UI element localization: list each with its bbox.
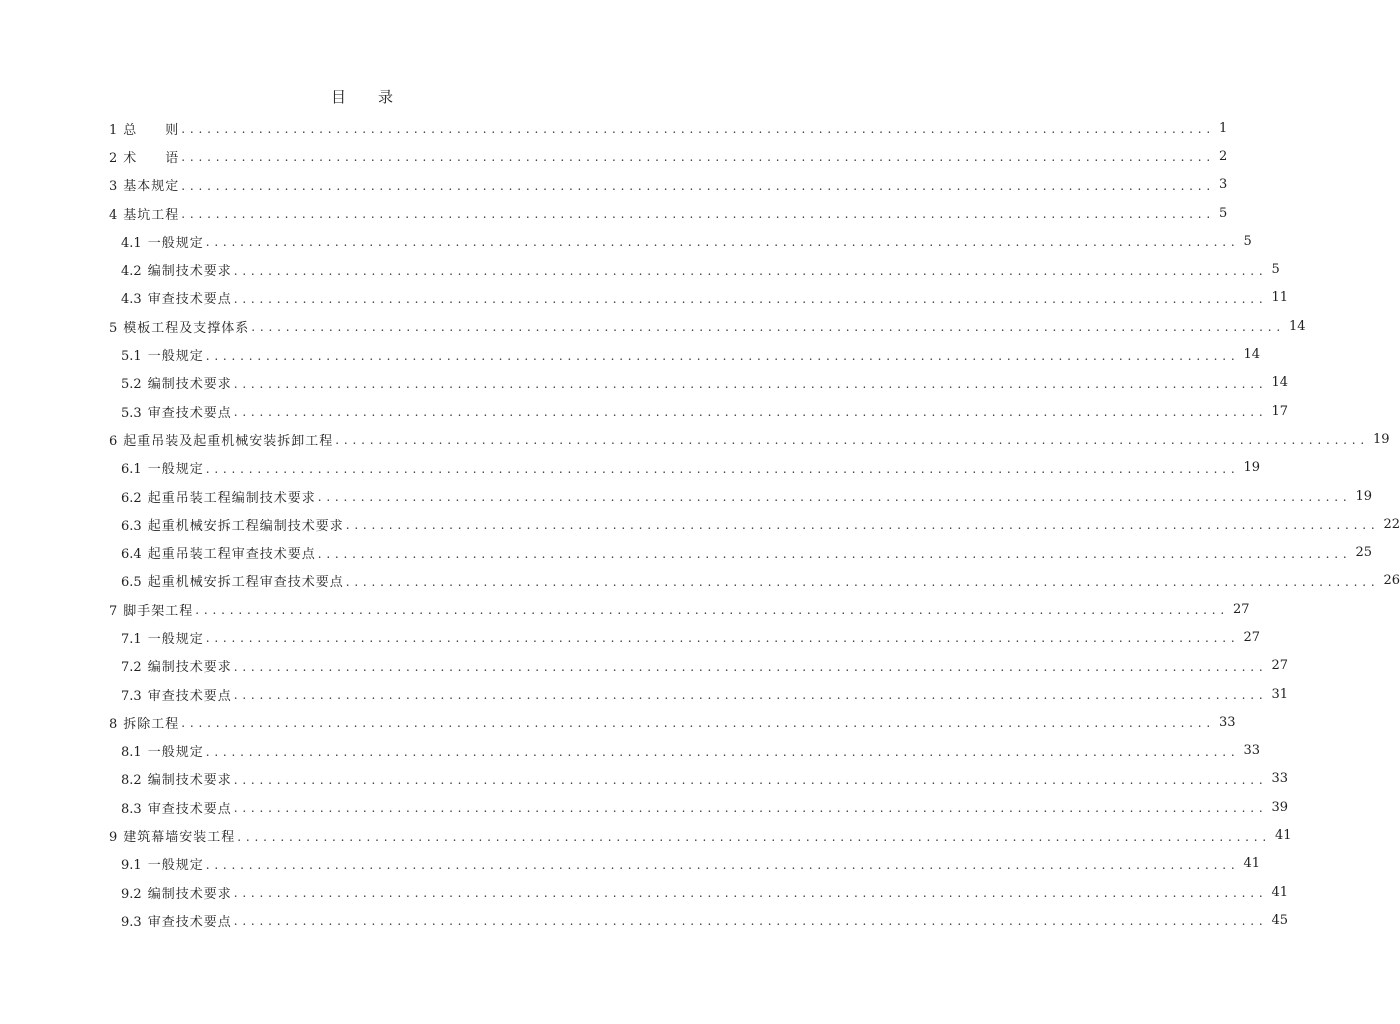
- toc-entry-text: 审查技术要点: [147, 914, 232, 930]
- toc-chapter-entry[interactable]: [0, 312, 1306, 340]
- toc-entry-label: [121, 571, 344, 590]
- toc-dot-leader: ........................................................................................................................: [233, 659, 1268, 674]
- toc-dot-leader: ........................................................................................................................: [181, 122, 1216, 137]
- toc-chapter-entry[interactable]: [0, 171, 1228, 199]
- toc-entry-number: 8.1: [121, 745, 142, 761]
- toc-entry-label: [121, 487, 316, 506]
- toc-entry-label: [121, 854, 204, 873]
- toc-entry-label: [109, 317, 249, 336]
- toc-entry-text: 模板工程及支撑体系: [123, 320, 250, 336]
- toc-page-number: 19: [1373, 431, 1390, 447]
- toc-entry-label: [121, 232, 204, 251]
- toc-page-number: 19: [1243, 460, 1260, 476]
- toc-chapter-entry[interactable]: [0, 142, 1228, 170]
- toc-entry-text: 总 则: [123, 122, 180, 138]
- toc-chapter-entry[interactable]: [0, 114, 1228, 142]
- toc-section-entry[interactable]: [0, 680, 1288, 708]
- toc-dot-leader: ........................................................................................................................: [181, 178, 1216, 193]
- toc-entry-text: 审查技术要点: [147, 405, 232, 421]
- toc-entry-text: 审查技术要点: [147, 688, 232, 704]
- toc-section-entry[interactable]: [0, 567, 1400, 595]
- toc-entry-text: 起重机械安拆工程编制技术要求: [147, 518, 344, 534]
- toc-entry-label: [109, 600, 193, 619]
- toc-dot-leader: ........................................................................................................................: [205, 235, 1240, 250]
- toc-entry-text: 脚手架工程: [123, 603, 194, 619]
- toc-entry-number: 5: [109, 320, 118, 336]
- toc-entry-text: 拆除工程: [123, 716, 180, 732]
- toc-section-entry[interactable]: [0, 227, 1252, 255]
- toc-dot-leader: ........................................................................................................................: [345, 518, 1380, 533]
- toc-page-number: 45: [1271, 912, 1288, 928]
- toc-entry-text: 起重吊装工程编制技术要求: [147, 490, 316, 506]
- toc-entry-label: [121, 345, 204, 364]
- toc-entry-number: 7.2: [121, 660, 142, 676]
- toc-entry-number: 5.1: [121, 349, 142, 365]
- toc-entry-label: [121, 911, 232, 930]
- toc-entry-label: [121, 628, 204, 647]
- toc-dot-leader: ........................................................................................................................: [233, 291, 1268, 306]
- toc-dot-leader: ........................................................................................................................: [181, 716, 1216, 731]
- toc-entry-text: 一般规定: [147, 858, 204, 874]
- toc-dot-leader: ........................................................................................................................: [181, 207, 1216, 222]
- toc-entry-label: [109, 204, 179, 223]
- toc-page-number: 27: [1243, 629, 1260, 645]
- toc-section-entry[interactable]: [0, 482, 1372, 510]
- toc-dot-leader: ........................................................................................................................: [317, 546, 1352, 561]
- toc-section-entry[interactable]: [0, 878, 1288, 906]
- toc-section-entry[interactable]: [0, 255, 1280, 283]
- toc-section-entry[interactable]: [0, 397, 1288, 425]
- toc-entry-label: [121, 685, 232, 704]
- toc-entry-number: 6.3: [121, 518, 142, 534]
- toc-page-number: 5: [1219, 205, 1228, 221]
- toc-entry-label: [121, 543, 316, 562]
- toc-entry-text: 基本规定: [123, 179, 180, 195]
- toc-entry-label: [109, 175, 179, 194]
- toc-entry-label: [121, 741, 204, 760]
- toc-entry-number: 2: [109, 150, 118, 166]
- toc-chapter-entry[interactable]: [0, 425, 1390, 453]
- toc-entry-text: 建筑幕墙安装工程: [123, 830, 236, 846]
- toc-entry-label: [121, 260, 232, 279]
- toc-entry-label: [121, 402, 232, 421]
- toc-dot-leader: ........................................................................................................................: [195, 603, 1230, 618]
- toc-section-entry[interactable]: [0, 538, 1372, 566]
- toc-page-number: 39: [1271, 799, 1288, 815]
- toc-dot-leader: ........................................................................................................................: [205, 744, 1240, 759]
- toc-entry-number: 9.3: [121, 914, 142, 930]
- toc-entry-text: 起重吊装工程审查技术要点: [147, 547, 316, 563]
- toc-entry-text: 术 语: [123, 150, 180, 166]
- toc-page-number: 14: [1243, 347, 1260, 363]
- toc-dot-leader: ........................................................................................................................: [233, 376, 1268, 391]
- toc-dot-leader: ........................................................................................................................: [237, 829, 1272, 844]
- toc-entry-text: 一般规定: [147, 462, 204, 478]
- toc-page-number: 33: [1271, 771, 1288, 787]
- toc-section-entry[interactable]: [0, 369, 1288, 397]
- toc-entry-number: 6.5: [121, 575, 142, 591]
- toc-entry-label: [121, 769, 232, 788]
- toc-section-entry[interactable]: [0, 765, 1288, 793]
- toc-entry-text: 编制技术要求: [147, 264, 232, 280]
- toc-section-entry[interactable]: [0, 284, 1288, 312]
- toc-page-number: 41: [1271, 884, 1288, 900]
- toc-page-number: 3: [1219, 177, 1228, 193]
- toc-entry-label: [121, 373, 232, 392]
- toc-entry-label: [121, 458, 204, 477]
- toc-entry-number: 4.2: [121, 264, 142, 280]
- toc-entry-label: [109, 119, 179, 138]
- toc-entry-text: 审查技术要点: [147, 292, 232, 308]
- toc-section-entry[interactable]: [0, 340, 1260, 368]
- toc-entry-text: 一般规定: [147, 631, 204, 647]
- toc-page-number: 41: [1243, 856, 1260, 872]
- toc-dot-leader: ........................................................................................................................: [233, 688, 1268, 703]
- toc-entry-number: 4.1: [121, 235, 142, 251]
- toc-page-number: 33: [1219, 714, 1236, 730]
- toc-page-number: 27: [1233, 601, 1250, 617]
- toc-entry-label: [121, 656, 232, 675]
- toc-entry-number: 7: [109, 603, 118, 619]
- toc-dot-leader: ........................................................................................................................: [205, 857, 1240, 872]
- toc-entry-label: [121, 288, 232, 307]
- toc-page-number: 26: [1383, 573, 1400, 589]
- toc-dot-leader: ........................................................................................................................: [205, 631, 1240, 646]
- toc-entry-number: 7.3: [121, 688, 142, 704]
- toc-title: [0, 86, 724, 107]
- toc-dot-leader: ........................................................................................................................: [233, 801, 1268, 816]
- toc-page-number: 1: [1219, 120, 1228, 136]
- toc-chapter-entry[interactable]: [0, 595, 1250, 623]
- table-of-contents: [0, 114, 1400, 935]
- toc-entry-number: 3: [109, 179, 118, 195]
- toc-page-number: 14: [1289, 318, 1306, 334]
- toc-chapter-entry[interactable]: [0, 821, 1292, 849]
- toc-entry-text: 编制技术要求: [147, 886, 232, 902]
- toc-entry-number: 6.4: [121, 547, 142, 563]
- toc-page-number: 5: [1243, 233, 1252, 249]
- toc-page-number: 19: [1355, 488, 1372, 504]
- toc-dot-leader: ........................................................................................................................: [251, 320, 1286, 335]
- toc-dot-leader: ........................................................................................................................: [233, 772, 1268, 787]
- toc-entry-text: 编制技术要求: [147, 377, 232, 393]
- toc-entry-number: 9: [109, 830, 118, 846]
- toc-chapter-entry[interactable]: [0, 199, 1228, 227]
- toc-section-entry[interactable]: [0, 652, 1288, 680]
- toc-section-entry[interactable]: [0, 454, 1260, 482]
- toc-entry-number: 9.1: [121, 858, 142, 874]
- toc-entry-label: [109, 147, 179, 166]
- toc-dot-leader: ........................................................................................................................: [205, 348, 1240, 363]
- toc-entry-number: 4: [109, 207, 118, 223]
- toc-page-number: 2: [1219, 148, 1228, 164]
- toc-entry-number: 8.3: [121, 801, 142, 817]
- toc-dot-leader: ........................................................................................................................: [205, 461, 1240, 476]
- toc-entry-label: [121, 515, 344, 534]
- toc-section-entry[interactable]: [0, 906, 1288, 934]
- toc-entry-number: 5.2: [121, 377, 142, 393]
- toc-page-number: 31: [1271, 686, 1288, 702]
- toc-page-number: 27: [1271, 658, 1288, 674]
- toc-entry-number: 5.3: [121, 405, 142, 421]
- toc-entry-label: [109, 826, 235, 845]
- toc-dot-leader: ........................................................................................................................: [233, 405, 1268, 420]
- toc-entry-number: 6: [109, 433, 118, 449]
- toc-entry-text: 基坑工程: [123, 207, 180, 223]
- toc-page-number: 5: [1271, 262, 1280, 278]
- toc-entry-number: 4.3: [121, 292, 142, 308]
- toc-page-number: 22: [1383, 516, 1400, 532]
- toc-dot-leader: ........................................................................................................................: [345, 574, 1380, 589]
- toc-entry-text: 编制技术要求: [147, 660, 232, 676]
- toc-chapter-entry[interactable]: [0, 708, 1236, 736]
- toc-page-number: 25: [1355, 545, 1372, 561]
- toc-entry-text: 一般规定: [147, 235, 204, 251]
- toc-title-right: 录: [378, 88, 394, 106]
- toc-section-entry[interactable]: [0, 737, 1260, 765]
- toc-entry-text: 一般规定: [147, 349, 204, 365]
- toc-entry-number: 7.1: [121, 631, 142, 647]
- toc-page-number: 11: [1271, 290, 1288, 306]
- toc-dot-leader: ........................................................................................................................: [181, 150, 1216, 165]
- toc-entry-number: 8.2: [121, 773, 142, 789]
- toc-dot-leader: ........................................................................................................................: [233, 886, 1268, 901]
- toc-title-left: 目: [330, 88, 346, 106]
- toc-entry-text: 编制技术要求: [147, 773, 232, 789]
- toc-entry-text: 起重吊装及起重机械安装拆卸工程: [123, 433, 334, 449]
- toc-dot-leader: ........................................................................................................................: [335, 433, 1370, 448]
- toc-entry-number: 6.1: [121, 462, 142, 478]
- toc-section-entry[interactable]: [0, 793, 1288, 821]
- toc-section-entry[interactable]: [0, 623, 1260, 651]
- toc-entry-number: 1: [109, 122, 118, 138]
- toc-entry-number: 8: [109, 716, 118, 732]
- toc-page-number: 14: [1271, 375, 1288, 391]
- toc-entry-number: 6.2: [121, 490, 142, 506]
- toc-section-entry[interactable]: [0, 510, 1400, 538]
- toc-dot-leader: ........................................................................................................................: [233, 914, 1268, 929]
- toc-entry-number: 9.2: [121, 886, 142, 902]
- toc-dot-leader: ........................................................................................................................: [317, 490, 1352, 504]
- toc-page-number: 33: [1243, 743, 1260, 759]
- toc-entry-text: 审查技术要点: [147, 801, 232, 817]
- toc-section-entry[interactable]: [0, 850, 1260, 878]
- toc-entry-text: 一般规定: [147, 745, 204, 761]
- toc-dot-leader: ........................................................................................................................: [233, 263, 1268, 278]
- toc-entry-label: [121, 798, 232, 817]
- toc-entry-text: 起重机械安拆工程审查技术要点: [147, 575, 344, 591]
- toc-page-number: 41: [1275, 828, 1292, 844]
- toc-entry-label: [109, 713, 179, 732]
- toc-entry-label: [121, 883, 232, 902]
- toc-page-number: 17: [1271, 403, 1288, 419]
- toc-entry-label: [109, 430, 333, 449]
